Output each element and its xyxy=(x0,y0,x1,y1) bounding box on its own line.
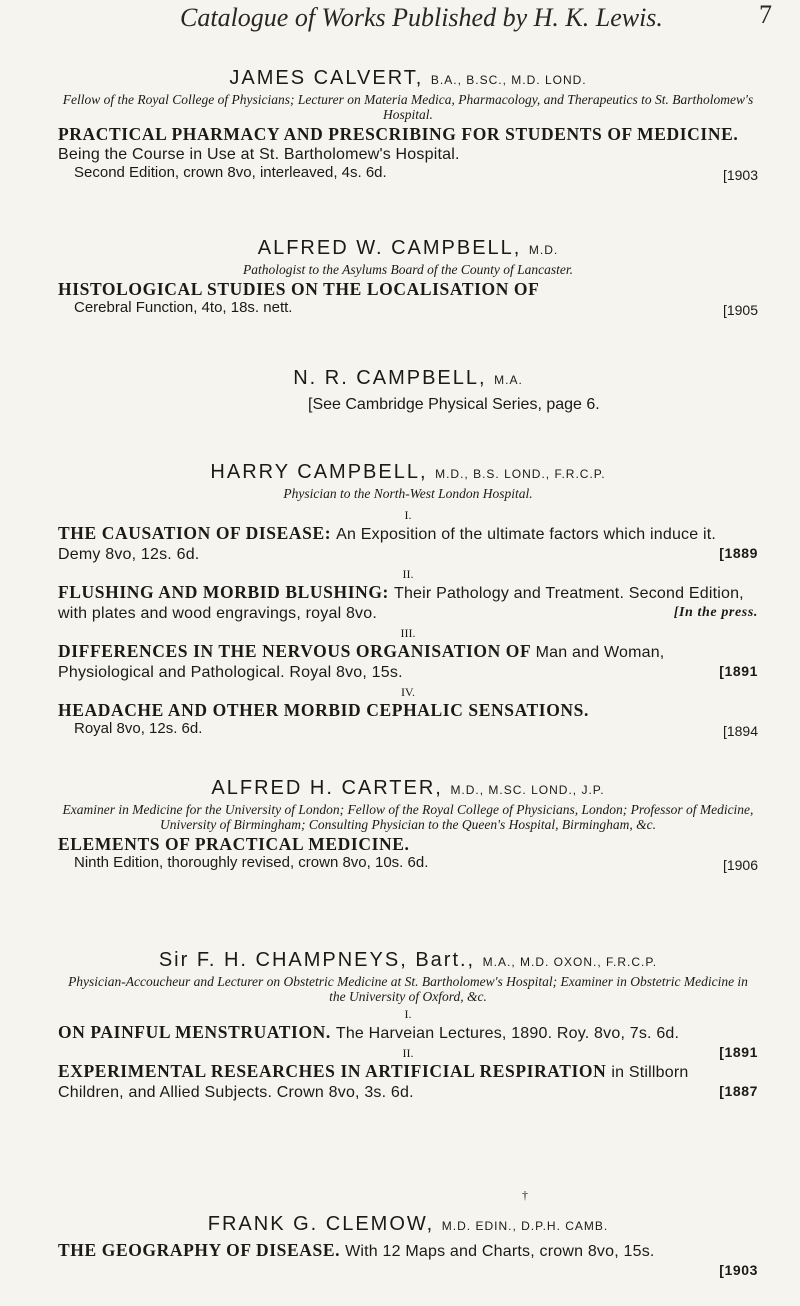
author-heading xyxy=(58,948,758,974)
work-title: FLUSHING AND MORBID BLUSHING: Their Pathology and Treatment. Second Edition, with plates and wood engravings, royal 8vo. [In the press. xyxy=(58,582,758,622)
author-heading xyxy=(58,776,758,802)
author-name: FRANK G. CLEMOW, xyxy=(207,1213,435,1235)
author-degrees: M.D., M.SC. LOND., J.P. xyxy=(450,783,605,797)
author-heading xyxy=(58,236,758,262)
entry-champneys xyxy=(58,948,758,1102)
work-title: ON PAINFUL MENSTRUATION. The Harveian Lectures, 1890. Roy. 8vo, 7s. 6d. [1891 xyxy=(58,1022,758,1060)
work-year: [1889 xyxy=(719,545,758,561)
entry-harry-campbell xyxy=(58,460,758,738)
work-year: [In the press. xyxy=(673,605,758,620)
work-title: PRACTICAL PHARMACY AND PRESCRIBING FOR STUDENTS OF MEDICINE. Being the Course in Use at St. Bartholomew's Hospital. xyxy=(58,124,739,163)
work-title: DIFFERENCES IN THE NERVOUS ORGANISATION OF Man and Woman, Physiological and Pathological. Royal 8vo, 15s. [1891 xyxy=(58,641,758,681)
entry-clemow xyxy=(58,1212,758,1278)
work-year: [1891 xyxy=(719,1044,758,1060)
work-title: ELEMENTS OF PRACTICAL MEDICINE. xyxy=(58,834,410,854)
author-role: Fellow of the Royal College of Physicians; Lecturer on Materia Medica, Pharmacology, and Therapeutics to St. Bartholomew's Hospital. xyxy=(62,92,754,122)
work-description: Ninth Edition, thoroughly revised, crown 8vo, 10s. 6d. [1906 xyxy=(74,854,758,873)
author-name: JAMES CALVERT, xyxy=(229,67,424,89)
work-description: Royal 8vo, 12s. 6d. [1894 xyxy=(74,720,758,739)
author-role: Examiner in Medicine for the University of London; Fellow of the Royal College of Physicians, London; Professor of Medicine, University of Birmingham; Consulting Physician to the Queen's Hospital, Birmingham, &c. xyxy=(62,802,754,832)
author-heading xyxy=(58,366,758,392)
entry-calvert xyxy=(58,66,758,182)
work-title: EXPERIMENTAL RESEARCHES IN ARTIFICIAL RESPIRATION in Stillborn Children, and Allied Subjects. Crown 8vo, 3s. 6d. [1887 xyxy=(58,1061,758,1101)
running-head: Catalogue of Works Published by H. K. Lewis. xyxy=(180,3,663,32)
work-year: [1905 xyxy=(722,302,758,318)
author-role: Pathologist to the Asylums Board of the County of Lancaster. xyxy=(243,262,573,277)
author-role: Physician to the North-West London Hospital. xyxy=(283,486,533,501)
author-name: ALFRED W. CAMPBELL, xyxy=(257,237,522,259)
work-numeral: II. xyxy=(402,567,414,581)
entry-aw-campbell xyxy=(58,236,758,317)
work-numeral: I. xyxy=(404,1007,412,1021)
author-name: HARRY CAMPBELL, xyxy=(210,461,428,483)
work-title: HISTOLOGICAL STUDIES ON THE LOCALISATION OF xyxy=(58,279,540,299)
author-degrees: B.A., B.SC., M.D. LOND. xyxy=(430,73,587,87)
work-numeral: I. xyxy=(404,508,412,522)
work-title: THE CAUSATION OF DISEASE: An Exposition of the ultimate factors which induce it. Demy 8vo, 12s. 6d. [1889 xyxy=(58,523,758,563)
author-degrees: M.A. xyxy=(494,373,523,387)
author-degrees: M.D. xyxy=(528,243,559,257)
work-year: [1903 xyxy=(719,1262,758,1278)
work-description: Second Edition, crown 8vo, interleaved, 4s. 6d. [1903 xyxy=(74,164,758,183)
work-title: HEADACHE AND OTHER MORBID CEPHALIC SENSATIONS. xyxy=(58,700,589,720)
author-name: Sir F. H. CHAMPNEYS, Bart., xyxy=(158,949,476,971)
separator-mark: † xyxy=(522,1188,528,1202)
work-numeral: III. xyxy=(400,626,416,640)
page-number: 7 xyxy=(759,0,772,29)
author-degrees: M.A., M.D. OXON., F.R.C.P. xyxy=(482,955,658,969)
work-title: THE GEOGRAPHY OF DISEASE. With 12 Maps and Charts, crown 8vo, 15s. [1903 xyxy=(58,1240,758,1278)
author-degrees: M.D., B.S. LOND., F.R.C.P. xyxy=(435,467,606,481)
author-name: N. R. CAMPBELL, xyxy=(293,367,487,389)
cross-reference: [See Cambridge Physical Series, page 6. xyxy=(308,396,600,413)
author-heading xyxy=(58,66,758,92)
entry-nr-campbell xyxy=(58,366,758,414)
author-heading xyxy=(58,460,758,486)
work-numeral: IV. xyxy=(400,685,416,699)
work-year: [1894 xyxy=(722,723,758,739)
work-year: [1887 xyxy=(719,1083,758,1099)
work-description: Cerebral Function, 4to, 18s. nett. [1905 xyxy=(74,299,758,318)
work-year: [1903 xyxy=(722,167,758,183)
author-heading xyxy=(58,1212,758,1238)
entry-carter xyxy=(58,776,758,872)
work-year: [1891 xyxy=(719,663,758,679)
author-degrees: M.D. EDIN., D.P.H. CAMB. xyxy=(441,1219,609,1233)
author-name: ALFRED H. CARTER, xyxy=(211,777,443,799)
author-role: Physician-Accoucheur and Lecturer on Obstetric Medicine at St. Bartholomew's Hospital; Examiner in Obstetric Medicine in the University of Oxford, &c. xyxy=(68,974,748,1004)
work-year: [1906 xyxy=(722,857,758,873)
work-numeral: II. xyxy=(402,1046,414,1060)
